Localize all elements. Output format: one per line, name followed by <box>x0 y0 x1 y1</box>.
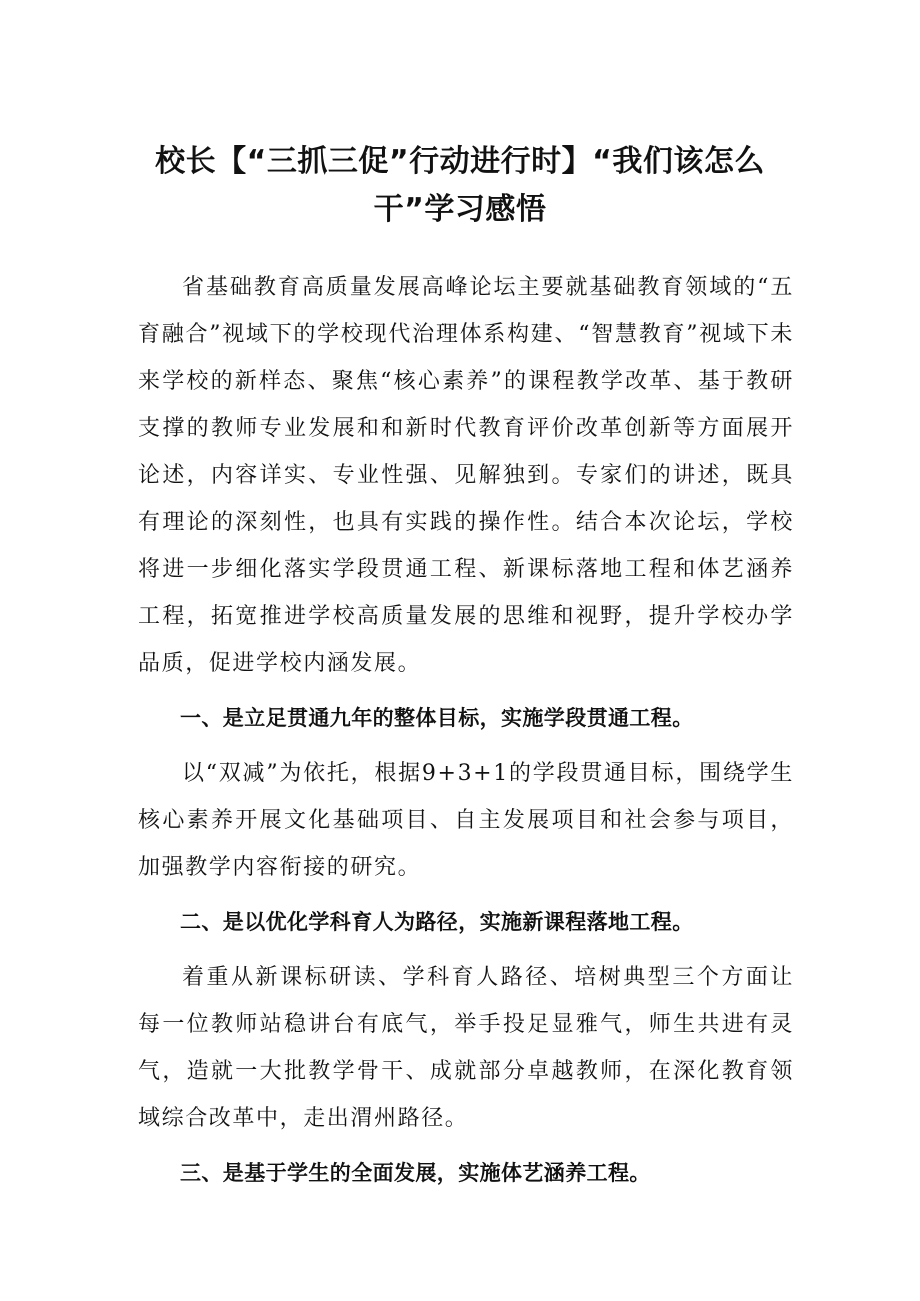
section-1-heading: 一、是立足贯通九年的整体目标，实施学段贯通工程。 <box>180 706 694 730</box>
intro-paragraph: 省基础教育高质量发展高峰论坛主要就基础教育领域的“五育融合”视域下的学校现代治理体系构建、“智慧教育”视域下未来学校的新样态、聚焦“核心素养”的课程教学改革、基于教研支撑的教师专业发展和和新时代教育评价改革创新等方面展开论述，内容详实、专业性强、见解独到。专家们的讲述，既具有理论的深刻性，也具有实践的操作性。结合本次论坛，学校将进一步细化落实学段贯通工程、新课标落地工程和体艺涵养工程，拓宽推进学校高质量发展的思维和视野，提升学校办学品质，促进学校内涵发展。 <box>138 275 794 676</box>
section-1-paragraph: 以“双减”为依托，根据9+3+1的学段贯通目标，围绕学生核心素养开展文化基础项目、自主发展项目和社会参与项目，加强教学内容衔接的研究。 <box>138 761 794 880</box>
section-3-heading: 三、是基于学生的全面发展，实施体艺涵养工程。 <box>180 1161 651 1185</box>
paragraph-gap <box>138 891 794 899</box>
paragraph-gap <box>138 742 794 750</box>
section-2-heading: 二、是以优化学科育人为路径，实施新课程落地工程。 <box>180 910 694 934</box>
paragraph-gap <box>138 946 794 954</box>
paragraph-gap <box>138 687 794 695</box>
section-2-paragraph: 着重从新课标研读、学科育人路径、培树典型三个方面让每一位教师站稳讲台有底气，举手投足显雅气，师生共进有灵气，造就一大批教学骨干、成就部分卓越教师，在深化教育领域综合改革中，走出渭州路径。 <box>138 965 794 1131</box>
document-title: 校长【“三抓三促”行动进行时】“我们该怎么干”学习感悟 <box>155 144 765 227</box>
document-body <box>138 264 794 1197</box>
paragraph-gap <box>138 1142 794 1150</box>
